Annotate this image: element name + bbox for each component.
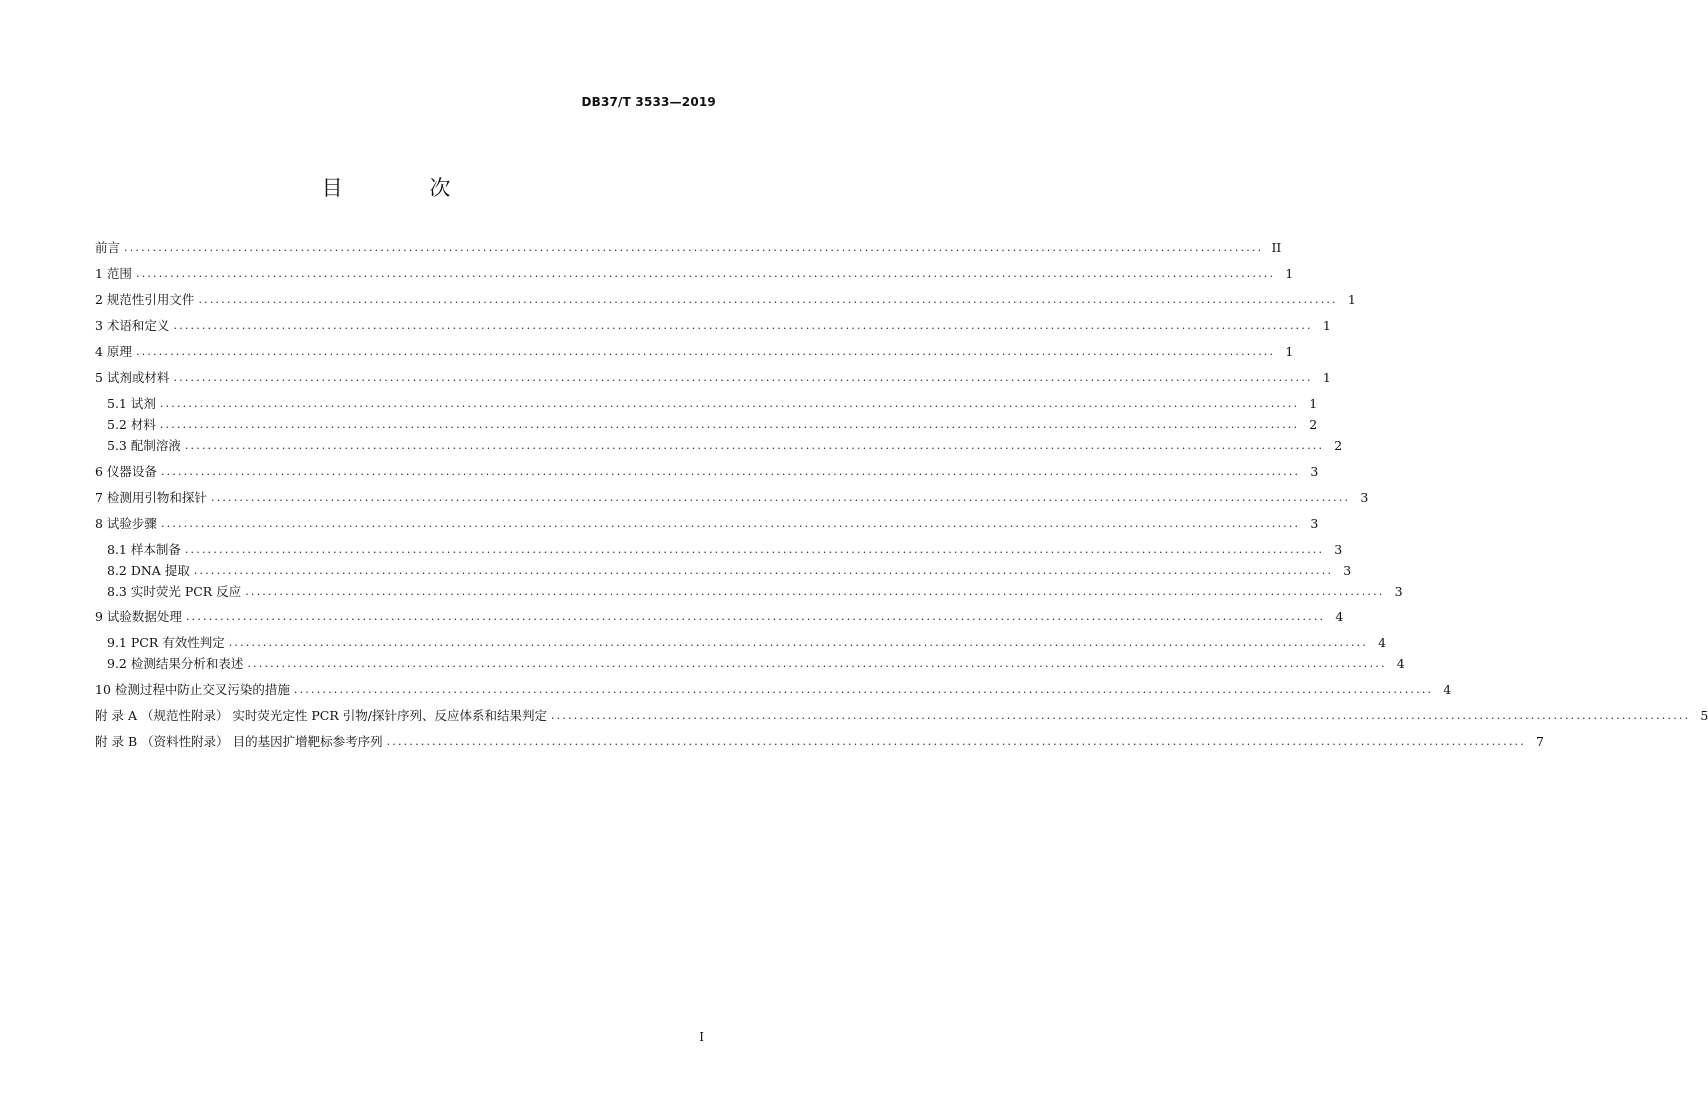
toc-leader-dots: ........................................................................................................................................................................................................	[159, 418, 1300, 431]
toc-entry-page: 3	[1360, 490, 1369, 505]
toc-leader-dots: ........................................................................................................................................................................................................	[160, 465, 1301, 478]
toc-entry-page: 4	[1396, 656, 1405, 671]
toc-entry-page: 1	[1322, 370, 1331, 385]
toc-entry-page: 1	[1285, 266, 1294, 281]
document-code: DB37/T 3533—2019	[581, 95, 716, 109]
toc-entry-label: 5.1 试剂	[107, 396, 156, 411]
toc-entry-page: 7	[1535, 734, 1544, 749]
toc-entry-page: 4	[1378, 635, 1387, 650]
toc-entry-page: 5	[1700, 708, 1708, 723]
toc-entry-label: 8.2 DNA 提取	[107, 563, 190, 578]
toc-leader-dots: ........................................................................................................................................................................................................	[185, 610, 1326, 623]
toc-leader-dots: ........................................................................................................................................................................................................	[293, 683, 1434, 696]
toc-entry-label: 附 录 B （资料性附录） 目的基因扩增靶标参考序列	[95, 734, 383, 749]
toc-leader-dots: ........................................................................................................................................................................................................	[210, 491, 1351, 504]
page-title: 目 次	[321, 176, 491, 200]
toc-leader-dots: ........................................................................................................................................................................................................	[135, 345, 1276, 358]
toc-entry[interactable]	[0, 368, 1331, 386]
toc-leader-dots: ........................................................................................................................................................................................................	[198, 293, 1338, 306]
toc-entry-page: 2	[1334, 438, 1343, 453]
toc-entry[interactable]	[0, 415, 1318, 433]
toc-leader-dots: ........................................................................................................................................................................................................	[247, 657, 1387, 670]
toc-entry[interactable]	[0, 561, 1352, 579]
toc-entry[interactable]	[0, 264, 1294, 282]
toc-entry-page: 3	[1394, 584, 1403, 599]
toc-leader-dots: ........................................................................................................................................................................................................	[124, 241, 1264, 254]
toc-entry-label: 5.2 材料	[107, 417, 156, 432]
toc-entry-page: 3	[1310, 516, 1319, 531]
toc-entry[interactable]	[0, 732, 1544, 750]
toc-leader-dots: ........................................................................................................................................................................................................	[193, 564, 1334, 577]
toc-entry-label: 9 试验数据处理	[95, 609, 182, 624]
toc-entry-page: 1	[1309, 396, 1318, 411]
toc-leader-dots: ........................................................................................................................................................................................................	[173, 371, 1313, 384]
toc-leader-dots: ........................................................................................................................................................................................................	[184, 543, 1325, 556]
toc-leader-dots: ........................................................................................................................................................................................................	[135, 267, 1276, 280]
toc-entry-label: 1 范围	[95, 266, 132, 281]
toc-leader-dots: ........................................................................................................................................................................................................	[159, 397, 1300, 410]
toc-leader-dots: ........................................................................................................................................................................................................	[386, 735, 1526, 748]
toc-entry-page: 3	[1310, 464, 1319, 479]
toc-entry-page: II	[1271, 240, 1282, 255]
toc-entry[interactable]	[0, 706, 1708, 724]
toc-entry[interactable]	[0, 436, 1343, 454]
toc-entry-label: 10 检测过程中防止交叉污染的措施	[95, 682, 290, 697]
toc-entry-label: 8.1 样本制备	[107, 542, 181, 557]
toc-entry-page: 3	[1334, 542, 1343, 557]
toc-entry[interactable]	[0, 462, 1319, 480]
toc-entry[interactable]	[0, 394, 1318, 412]
toc-entry-label: 9.2 检测结果分析和表述	[107, 656, 244, 671]
toc-entry-label: 8.3 实时荧光 PCR 反应	[107, 584, 242, 599]
toc-leader-dots: ........................................................................................................................................................................................................	[184, 439, 1325, 452]
toc-entry-label: 5 试剂或材料	[95, 370, 170, 385]
toc-entry-label: 6 仪器设备	[95, 464, 157, 479]
toc-entry-page: 2	[1309, 417, 1318, 432]
toc-entry[interactable]	[0, 290, 1356, 308]
toc-entry-page: 1	[1285, 344, 1294, 359]
toc-entry-label: 2 规范性引用文件	[95, 292, 195, 307]
toc-entry-label: 附 录 A （规范性附录） 实时荧光定性 PCR 引物/探针序列、反应体系和结果判定	[95, 708, 547, 723]
toc-entry-page: 3	[1343, 563, 1352, 578]
toc-entry-label: 9.1 PCR 有效性判定	[107, 635, 225, 650]
toc-entry[interactable]	[0, 342, 1294, 360]
toc-entry-page: 1	[1347, 292, 1356, 307]
toc-entry[interactable]	[0, 607, 1344, 625]
toc-entry[interactable]	[0, 238, 1282, 256]
toc-leader-dots: ........................................................................................................................................................................................................	[550, 709, 1691, 722]
toc-entry-page: 1	[1322, 318, 1331, 333]
toc-entry-label: 5.3 配制溶液	[107, 438, 181, 453]
toc-entry[interactable]	[0, 680, 1452, 698]
toc-entry-page: 4	[1335, 609, 1344, 624]
toc-leader-dots: ........................................................................................................................................................................................................	[228, 636, 1369, 649]
toc-entry-label: 7 检测用引物和探针	[95, 490, 207, 505]
toc-entry[interactable]	[0, 540, 1343, 558]
toc-entry[interactable]	[0, 633, 1387, 651]
toc-entry-page: 4	[1443, 682, 1452, 697]
toc-entry[interactable]	[0, 316, 1331, 334]
toc-entry[interactable]	[0, 654, 1405, 672]
page-number: I	[699, 1030, 704, 1044]
toc-entry[interactable]	[0, 514, 1319, 532]
toc-entry-label: 前言	[95, 240, 121, 255]
toc-entry-label: 3 术语和定义	[95, 318, 170, 333]
toc-leader-dots: ........................................................................................................................................................................................................	[160, 517, 1301, 530]
toc-entry-label: 8 试验步骤	[95, 516, 157, 531]
toc-entry[interactable]	[0, 488, 1369, 506]
toc-entry[interactable]	[0, 582, 1403, 600]
toc-leader-dots: ........................................................................................................................................................................................................	[173, 319, 1313, 332]
toc-entry-label: 4 原理	[95, 344, 132, 359]
toc-leader-dots: ........................................................................................................................................................................................................	[245, 585, 1385, 598]
